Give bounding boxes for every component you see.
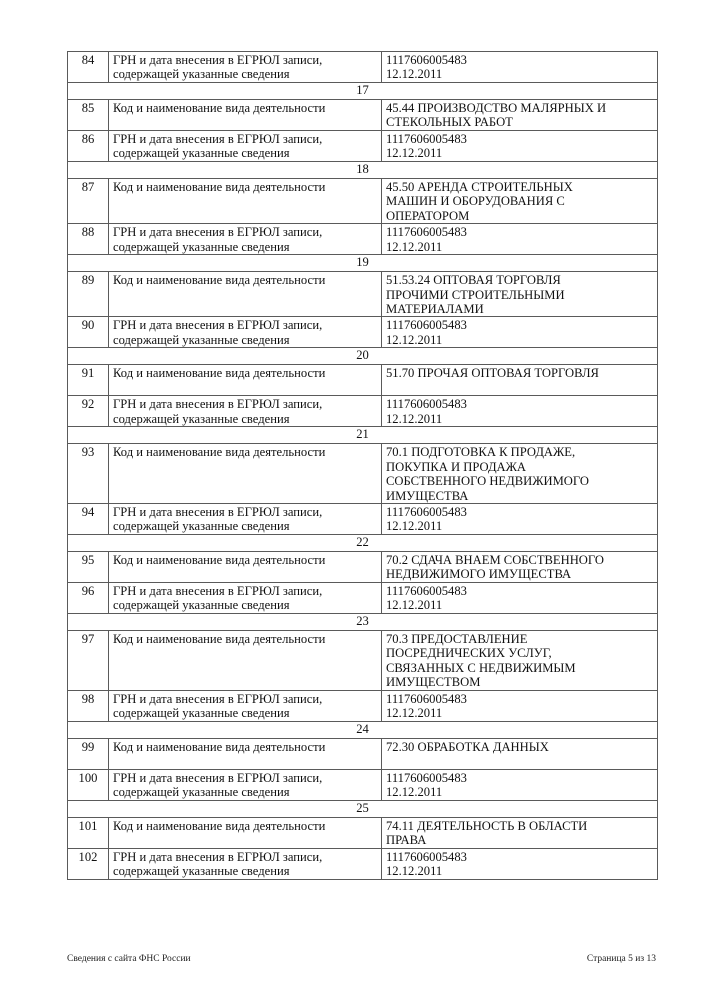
- table-row: [68, 396, 658, 427]
- section-number: 24: [68, 721, 658, 738]
- row-number: 93: [68, 444, 109, 504]
- table-row: [68, 690, 658, 721]
- section-row: [68, 721, 658, 738]
- field-name: ГРН и дата внесения в ЕГРЮЛ записи, содержащей указанные сведения: [109, 583, 382, 614]
- row-number: 86: [68, 131, 109, 162]
- section-number: 20: [68, 348, 658, 365]
- table-row: [68, 179, 658, 224]
- field-name: ГРН и дата внесения в ЕГРЮЛ записи, содержащей указанные сведения: [109, 131, 382, 162]
- table-row: [68, 52, 658, 83]
- table-row: [68, 738, 658, 769]
- registry-table-body: [68, 52, 658, 880]
- field-value: 1117606005483 12.12.2011: [382, 583, 658, 614]
- section-number: 23: [68, 614, 658, 631]
- field-value: 45.44 ПРОИЗВОДСТВО МАЛЯРНЫХ И СТЕКОЛЬНЫХ РАБОТ: [382, 100, 658, 131]
- field-value: 1117606005483 12.12.2011: [382, 504, 658, 535]
- field-name: ГРН и дата внесения в ЕГРЮЛ записи, содержащей указанные сведения: [109, 224, 382, 255]
- field-name: ГРН и дата внесения в ЕГРЮЛ записи, содержащей указанные сведения: [109, 52, 382, 83]
- field-value: 1117606005483 12.12.2011: [382, 690, 658, 721]
- section-row: [68, 427, 658, 444]
- section-number: 18: [68, 162, 658, 179]
- field-name: Код и наименование вида деятельности: [109, 738, 382, 769]
- field-value: 70.1 ПОДГОТОВКА К ПРОДАЖЕ, ПОКУПКА И ПРОДАЖА СОБСТВЕННОГО НЕДВИЖИМОГО ИМУЩЕСТВА: [382, 444, 658, 504]
- row-number: 99: [68, 738, 109, 769]
- field-name: ГРН и дата внесения в ЕГРЮЛ записи, содержащей указанные сведения: [109, 769, 382, 800]
- table-row: [68, 848, 658, 879]
- field-value: 51.53.24 ОПТОВАЯ ТОРГОВЛЯ ПРОЧИМИ СТРОИТЕЛЬНЫМИ МАТЕРИАЛАМИ: [382, 272, 658, 317]
- field-name: Код и наименование вида деятельности: [109, 817, 382, 848]
- table-row: [68, 224, 658, 255]
- section-row: [68, 162, 658, 179]
- field-value: 1117606005483 12.12.2011: [382, 131, 658, 162]
- row-number: 102: [68, 848, 109, 879]
- field-name: ГРН и дата внесения в ЕГРЮЛ записи, содержащей указанные сведения: [109, 690, 382, 721]
- field-value: 1117606005483 12.12.2011: [382, 52, 658, 83]
- table-row: [68, 631, 658, 691]
- field-value: 1117606005483 12.12.2011: [382, 224, 658, 255]
- field-name: Код и наименование вида деятельности: [109, 179, 382, 224]
- row-number: 101: [68, 817, 109, 848]
- footer-page-number: Страница 5 из 13: [586, 954, 656, 964]
- field-value: 72.30 ОБРАБОТКА ДАННЫХ: [382, 738, 658, 769]
- field-name: ГРН и дата внесения в ЕГРЮЛ записи, содержащей указанные сведения: [109, 848, 382, 879]
- field-value: 51.70 ПРОЧАЯ ОПТОВАЯ ТОРГОВЛЯ: [382, 365, 658, 396]
- row-number: 97: [68, 631, 109, 691]
- field-value: 1117606005483 12.12.2011: [382, 317, 658, 348]
- section-row: [68, 535, 658, 552]
- table-row: [68, 583, 658, 614]
- row-number: 85: [68, 100, 109, 131]
- field-value: 1117606005483 12.12.2011: [382, 848, 658, 879]
- table-row: [68, 317, 658, 348]
- field-name: Код и наименование вида деятельности: [109, 100, 382, 131]
- row-number: 96: [68, 583, 109, 614]
- field-value: 1117606005483 12.12.2011: [382, 396, 658, 427]
- registry-table: [67, 51, 658, 880]
- table-row: [68, 552, 658, 583]
- section-row: [68, 255, 658, 272]
- field-name: ГРН и дата внесения в ЕГРЮЛ записи, содержащей указанные сведения: [109, 504, 382, 535]
- field-value: 74.11 ДЕЯТЕЛЬНОСТЬ В ОБЛАСТИ ПРАВА: [382, 817, 658, 848]
- row-number: 98: [68, 690, 109, 721]
- field-value: 70.3 ПРЕДОСТАВЛЕНИЕ ПОСРЕДНИЧЕСКИХ УСЛУГ, СВЯЗАННЫХ С НЕДВИЖИМЫМ ИМУЩЕСТВОМ: [382, 631, 658, 691]
- field-name: ГРН и дата внесения в ЕГРЮЛ записи, содержащей указанные сведения: [109, 317, 382, 348]
- field-name: Код и наименование вида деятельности: [109, 444, 382, 504]
- row-number: 94: [68, 504, 109, 535]
- section-number: 22: [68, 535, 658, 552]
- table-row: [68, 444, 658, 504]
- row-number: 91: [68, 365, 109, 396]
- section-row: [68, 800, 658, 817]
- section-row: [68, 614, 658, 631]
- field-value: 1117606005483 12.12.2011: [382, 769, 658, 800]
- row-number: 90: [68, 317, 109, 348]
- table-row: [68, 817, 658, 848]
- section-row: [68, 348, 658, 365]
- field-name: Код и наименование вида деятельности: [109, 631, 382, 691]
- table-row: [68, 365, 658, 396]
- section-number: 17: [68, 83, 658, 100]
- table-row: [68, 504, 658, 535]
- row-number: 89: [68, 272, 109, 317]
- row-number: 100: [68, 769, 109, 800]
- field-name: Код и наименование вида деятельности: [109, 365, 382, 396]
- field-value: 45.50 АРЕНДА СТРОИТЕЛЬНЫХ МАШИН И ОБОРУДОВАНИЯ С ОПЕРАТОРОМ: [382, 179, 658, 224]
- table-row: [68, 769, 658, 800]
- row-number: 84: [68, 52, 109, 83]
- row-number: 87: [68, 179, 109, 224]
- field-name: Код и наименование вида деятельности: [109, 552, 382, 583]
- table-row: [68, 272, 658, 317]
- row-number: 92: [68, 396, 109, 427]
- field-value: 70.2 СДАЧА ВНАЕМ СОБСТВЕННОГО НЕДВИЖИМОГО ИМУЩЕСТВА: [382, 552, 658, 583]
- table-row: [68, 100, 658, 131]
- section-number: 21: [68, 427, 658, 444]
- row-number: 95: [68, 552, 109, 583]
- section-row: [68, 83, 658, 100]
- field-name: ГРН и дата внесения в ЕГРЮЛ записи, содержащей указанные сведения: [109, 396, 382, 427]
- footer-source: Сведения с сайта ФНС России: [67, 954, 191, 964]
- table-row: [68, 131, 658, 162]
- field-name: Код и наименование вида деятельности: [109, 272, 382, 317]
- section-number: 19: [68, 255, 658, 272]
- section-number: 25: [68, 800, 658, 817]
- row-number: 88: [68, 224, 109, 255]
